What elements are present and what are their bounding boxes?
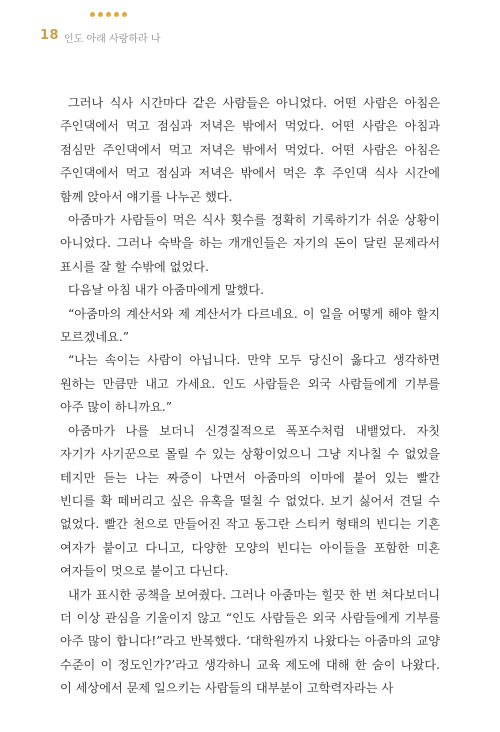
dot-icon (114, 12, 119, 17)
paragraph: 다음날 아침 내가 아줌마에게 말했다. (68, 283, 264, 298)
page-number: 18 (40, 28, 60, 43)
paragraph: 그러나 식사 시간마다 같은 사람들은 아니었다. 어떤 사람은 아침은 주인댁에서 먹고 점심과 저녁은 밖에서 먹었다. 어떤 사람은 아침과 점심만 주인댁에서 먹고 저녁은 밖에서 먹었다. 어떤 사람은 아침은 주인댁에서 먹고 점심과 저녁은 밖에서 먹은 후 주인댁 식사 시간에 함께 앉아서 얘기를 나누곤 했다. (60, 96, 440, 204)
paragraph: “아줌마의 계산서와 제 계산서가 다르네요. 이 일을 어떻게 해야 할지 모르겠네요.” (60, 306, 440, 345)
paragraph: 아줌마가 나를 보더니 신경질적으로 폭포수처럼 내뱉었다. 자칫 자기가 사기꾼으로 몰릴 수 있는 상황이었으니 그냥 지나칠 수 없었을 테지만 듣는 나는 짜증이 나면서 아줌마의 이마에 붙어 있는 빨간 빈디를 확 떼버리고 싶은 유혹을 떨칠 수 없었다. 보기 싫어서 견딜 수 없었다. 빨간 천으로 만들어진 작고 동그란 스티커 형태의 빈디는 기혼 여자가 붙이고 다니고, 다양한 모양의 빈디는 아이들을 포함한 미혼 여자들이 멋으로 붙이고 다닌다. (60, 423, 440, 579)
decorative-dots (90, 12, 127, 20)
dot-icon (122, 12, 127, 17)
paragraph: 내가 표시한 공책을 보여줬다. 그러나 아줌마는 힐끗 한 번 쳐다보더니 더 이상 관심을 기울이지 않고 “인도 사람들은 외국 사람들에게 기부를 아주 많이 합니다!”라고 반복했다. ‘대학원까지 나왔다는 아줌마의 교양 수준이 이 정도인가?’라고 생각하니 교육 제도에 대해 한 숨이 나왔다. 이 세상에서 문제 일으키는 사람들의 대부분이 고학력자라는 사 (60, 587, 440, 696)
dot-icon (90, 12, 95, 17)
paragraph: 아줌마가 사람들이 먹은 식사 횟수를 정확히 기록하기가 쉬운 상황이 아니었다. 그러나 숙박을 하는 개개인들은 자기의 돈이 달린 문제라서 표시를 잘 할 수밖에 없었다. (60, 213, 440, 274)
paragraph: “나는 속이는 사람이 아닙니다. 만약 모두 당신이 옳다고 생각하면 원하는 만큼만 내고 가세요. 인도 사람들은 외국 사람들에게 기부를 아주 많이 하니까요.” (60, 353, 440, 415)
running-title: 인도 아래 사랑하라 나 (64, 34, 161, 45)
body-text (60, 92, 440, 701)
dot-icon (106, 12, 111, 17)
dot-icon (98, 12, 103, 17)
page-header (40, 8, 460, 56)
